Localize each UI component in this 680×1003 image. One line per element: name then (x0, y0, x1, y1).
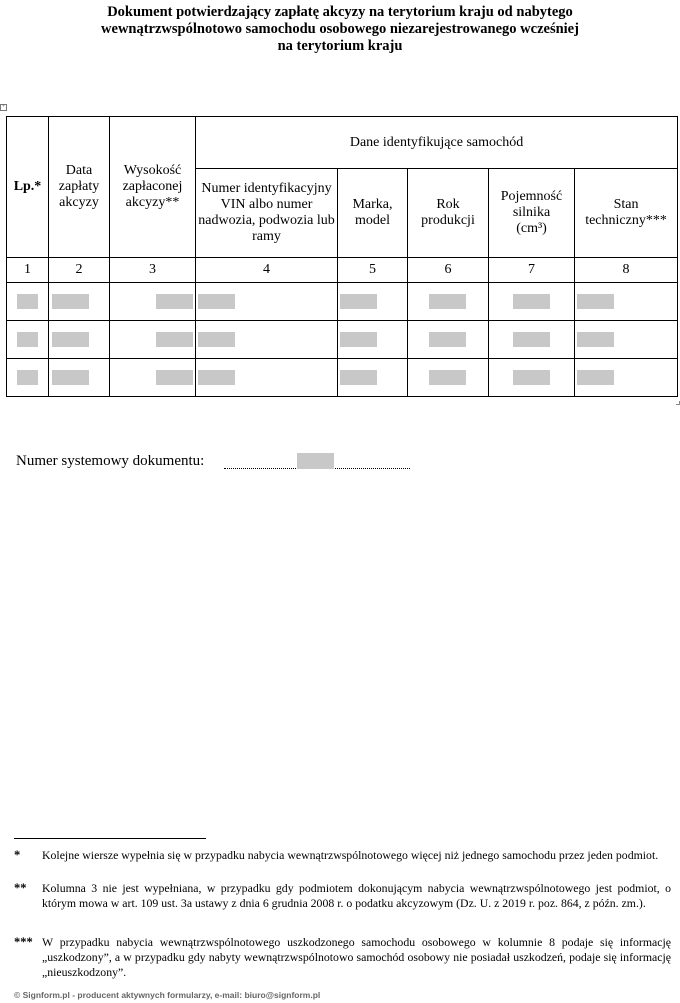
footnote-text: W przypadku nabycia wewnątrzwspólnotowego uszkodzonego samochodu osobowego w kolumnie 8 podaje się informację „uszkodzony”, a w przypadku gdy nabyty wewnątrzwspólnotowo samochód osobowy nie posiadał uszkodzeń, podaje się informację „nieuszkodzony”. (42, 935, 671, 979)
footnote-marker: ** (14, 881, 27, 895)
header-engine-unit: (cm³) (516, 221, 547, 236)
footnote-marker: * (14, 848, 21, 862)
header-vehicle-data: Dane identyfikujące samochód (196, 117, 678, 169)
header-lp: Lp.* (7, 117, 49, 258)
engine-field[interactable] (513, 332, 550, 347)
column-number: 1 (7, 258, 49, 283)
condition-field[interactable] (577, 294, 614, 309)
header-amount (110, 117, 196, 258)
column-number: 4 (196, 258, 338, 283)
footnote-3 (14, 935, 671, 980)
amount-field[interactable] (156, 332, 193, 347)
column-number: 5 (338, 258, 408, 283)
header-year: Rok produkcji (408, 169, 489, 258)
table-resize-handle-icon[interactable] (676, 401, 680, 405)
vin-field[interactable] (198, 370, 235, 385)
amount-field[interactable] (156, 370, 193, 385)
date-field[interactable] (52, 370, 89, 385)
header-engine-label: Pojemność silnika (500, 189, 563, 220)
year-field[interactable] (429, 332, 466, 347)
column-number: 2 (49, 258, 110, 283)
header-amount-line-2: zapłaconej (122, 179, 183, 194)
engine-field[interactable] (513, 370, 550, 385)
table-row (7, 359, 678, 397)
system-number-label: Numer systemowy dokumentu: (16, 453, 205, 469)
footnote-2 (14, 881, 671, 911)
amount-field[interactable] (156, 294, 193, 309)
brand-field[interactable] (340, 370, 377, 385)
footnote-marker: *** (14, 935, 33, 949)
column-number: 6 (408, 258, 489, 283)
column-number: 7 (489, 258, 575, 283)
column-number: 8 (575, 258, 678, 283)
year-field[interactable] (429, 370, 466, 385)
table-row (7, 321, 678, 359)
date-field[interactable] (52, 332, 89, 347)
engine-field[interactable] (513, 294, 550, 309)
lp-field[interactable] (17, 332, 38, 347)
footnote-1 (14, 848, 671, 863)
vin-field[interactable] (198, 332, 235, 347)
lp-field[interactable] (17, 370, 38, 385)
table-row (7, 283, 678, 321)
column-number: 3 (110, 258, 196, 283)
condition-field[interactable] (577, 370, 614, 385)
footer-credit: © Signform.pl - producent aktywnych formularzy, e-mail: biuro@signform.pl (14, 990, 321, 1000)
title-line-3: na terytorium kraju (277, 38, 403, 54)
vin-field[interactable] (198, 294, 235, 309)
brand-field[interactable] (340, 294, 377, 309)
table-move-handle-icon[interactable]: + (1, 104, 6, 110)
condition-field[interactable] (577, 332, 614, 347)
system-number-field[interactable] (297, 453, 334, 469)
header-amount-line-3: akcyzy** (125, 195, 180, 210)
header-brand: Marka, model (338, 169, 408, 258)
brand-field[interactable] (340, 332, 377, 347)
lp-field[interactable] (17, 294, 38, 309)
header-condition: Stan techniczny*** (575, 169, 678, 258)
footnote-text: Kolejne wiersze wypełnia się w przypadku nabycia wewnątrzwspólnotowego więcej niż jednego samochodu przez jeden podmiot. (42, 848, 659, 862)
vehicle-table (6, 116, 678, 397)
header-date: Data zapłaty akcyzy (49, 117, 110, 258)
header-amount-line-1: Wysokość (123, 163, 182, 178)
title-line-1: Dokument potwierdzający zapłatę akcyzy na terytorium kraju od nabytego (107, 4, 573, 20)
footnote-text: Kolumna 3 nie jest wypełniana, w przypadku gdy podmiotem dokonującym nabycia wewnątrzwspólnotowego jest podmiot, o którym mowa w art. 109 ust. 3a ustawy z dnia 6 grudnia 2008 r. o podatku akcyzowym (Dz. U. z 2019 r. poz. 864, z późn. zm.). (42, 881, 671, 910)
header-vin: Numer identyfikacyjny VIN albo numer nadwozia, podwozia lub ramy (196, 169, 338, 258)
document-title (40, 4, 640, 55)
date-field[interactable] (52, 294, 89, 309)
year-field[interactable] (429, 294, 466, 309)
header-engine (489, 169, 575, 258)
footnote-separator (14, 838, 206, 839)
title-line-2: wewnątrzwspólnotowo samochodu osobowego niezarejestrowanego wcześniej (101, 21, 579, 37)
